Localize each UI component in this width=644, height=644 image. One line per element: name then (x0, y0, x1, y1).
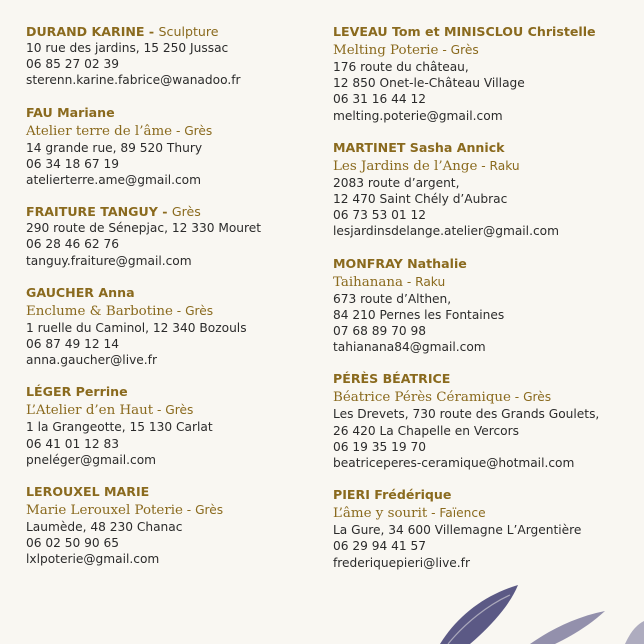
artist-entry (26, 204, 316, 269)
material: Grès (195, 503, 224, 518)
artist-entry (26, 105, 316, 189)
address-line: La Gure, 34 600 Villemagne L’Argentière (333, 523, 582, 538)
studio-name: L’âme y sourit (333, 506, 428, 522)
artist-name: PÉRÈS BÉATRICE (333, 371, 451, 387)
studio-name: Les Jardins de l’Ange (333, 158, 478, 174)
address-line: 1 ruelle du Caminol, 12 340 Bozouls (26, 320, 247, 335)
artist-entry (333, 24, 633, 124)
studio-line: Melting Poterie - Grès (333, 43, 479, 58)
studio-line: L’Atelier d’en Haut - Grès (26, 403, 194, 419)
email: tanguy.fraiture@gmail.com (26, 253, 192, 268)
right-column (333, 24, 633, 587)
address-line: 290 route de Sénepjac, 12 330 Mouret (26, 221, 262, 236)
studio-line: Atelier terre de l’âme - Grès (26, 123, 213, 139)
studio-line: Marie Lerouxel Poterie - Grès (26, 503, 224, 519)
artist-name: MONFRAY Nathalie (333, 255, 467, 271)
studio-name: Enclume & Barbotine (26, 303, 173, 319)
phone: 07 68 89 70 98 (333, 324, 427, 339)
phone: 06 19 35 19 70 (333, 439, 427, 454)
email: atelierterre.ame@gmail.com (26, 173, 201, 188)
artist-craft: Sculpture (158, 24, 219, 39)
email: lesjardinsdelange.atelier@gmail.com (333, 224, 559, 239)
material: Faïence (439, 506, 486, 521)
artist-craft: Grès (171, 204, 201, 220)
brush-leaf-icon (440, 575, 644, 644)
email: beatriceperes-ceramique@hotmail.com (333, 456, 575, 471)
studio-line: Enclume & Barbotine - Grès (26, 303, 214, 319)
artist-entry (26, 285, 316, 369)
artist-entry (333, 140, 633, 240)
phone: 06 85 27 02 39 (26, 57, 120, 72)
studio-name: Marie Lerouxel Poterie (26, 503, 183, 519)
address-line: 84 210 Pernes les Fontaines (333, 307, 505, 322)
artist-entry (333, 371, 633, 471)
phone: 06 31 16 44 12 (333, 92, 427, 107)
material: Grès (185, 303, 214, 318)
address-line: 12 470 Saint Chély d’Aubrac (333, 192, 508, 207)
artist-entry (333, 487, 633, 571)
phone: 06 87 49 12 14 (26, 337, 120, 352)
left-column (26, 24, 316, 584)
email: frederiquepieri@live.fr (333, 555, 470, 570)
email: sterenn.karine.fabrice@wanadoo.fr (26, 73, 241, 88)
email: tahianana84@gmail.com (333, 340, 486, 355)
address-line: Les Drevets, 730 route des Grands Goulets, (333, 407, 600, 422)
phone: 06 28 46 62 76 (26, 237, 120, 252)
studio-name: Béatrice Pérès Céramique (333, 390, 511, 406)
studio-name: Taihanana (333, 274, 403, 290)
phone: 06 29 94 41 57 (333, 539, 427, 554)
studio-line: Béatrice Pérès Céramique - Grès (333, 390, 552, 406)
email: pneléger@gmail.com (26, 452, 157, 467)
artist-name: LEROUXEL MARIE (26, 484, 150, 500)
material: Grès (165, 403, 194, 418)
artist-entry (26, 384, 316, 468)
studio-name: Atelier terre de l’âme (26, 123, 173, 139)
studio-line: L’âme y sourit - Faïence (333, 506, 486, 522)
material: Grès (523, 390, 552, 405)
studio-line: Les Jardins de l’Ange - Raku (333, 158, 520, 174)
email: lxlpoterie@gmail.com (26, 552, 160, 567)
address-line: 12 850 Onet-le-Château Village (333, 76, 525, 91)
artist-name: FAU Mariane (26, 104, 115, 120)
artist-name: LEVEAU Tom et MINISCLOU Christelle (333, 24, 596, 39)
material: Grès (184, 123, 213, 138)
artist-name: LÉGER Perrine (26, 384, 128, 400)
address-line: 14 grande rue, 89 520 Thury (26, 140, 203, 155)
material: Grès (450, 43, 479, 57)
artist-name: MARTINET Sasha Annick (333, 139, 505, 155)
artist-name: PIERI Frédérique (333, 487, 452, 503)
address-line: 10 rue des jardins, 15 250 Jussac (26, 41, 229, 55)
artist-name: GAUCHER Anna (26, 284, 135, 300)
address-line: Laumède, 48 230 Chanac (26, 520, 183, 535)
material: Raku (415, 274, 446, 289)
artist-name: FRAITURE TANGUY - Grès (26, 204, 201, 220)
artist-entry (26, 24, 316, 89)
phone: 06 02 50 90 65 (26, 536, 120, 551)
address-line: 2083 route d’argent, (333, 175, 460, 190)
studio-line: Taihanana - Raku (333, 274, 446, 290)
studio-name: Melting Poterie (333, 43, 439, 58)
material: Raku (489, 158, 520, 173)
address-line: 1 la Grangeotte, 15 130 Carlat (26, 420, 213, 435)
studio-name: L’Atelier d’en Haut (26, 403, 154, 419)
email: anna.gaucher@live.fr (26, 353, 157, 368)
address-line: 26 420 La Chapelle en Vercors (333, 423, 519, 438)
phone: 06 73 53 01 12 (333, 208, 427, 223)
artist-name: DURAND KARINE - Sculpture (26, 24, 219, 39)
artist-entry (333, 256, 633, 356)
artist-entry (26, 484, 316, 568)
address-line: 673 route d’Althen, (333, 291, 452, 306)
address-line: 176 route du château, (333, 60, 469, 74)
phone: 06 41 01 12 83 (26, 436, 120, 451)
email: melting.poterie@gmail.com (333, 108, 503, 123)
phone: 06 34 18 67 19 (26, 156, 120, 171)
